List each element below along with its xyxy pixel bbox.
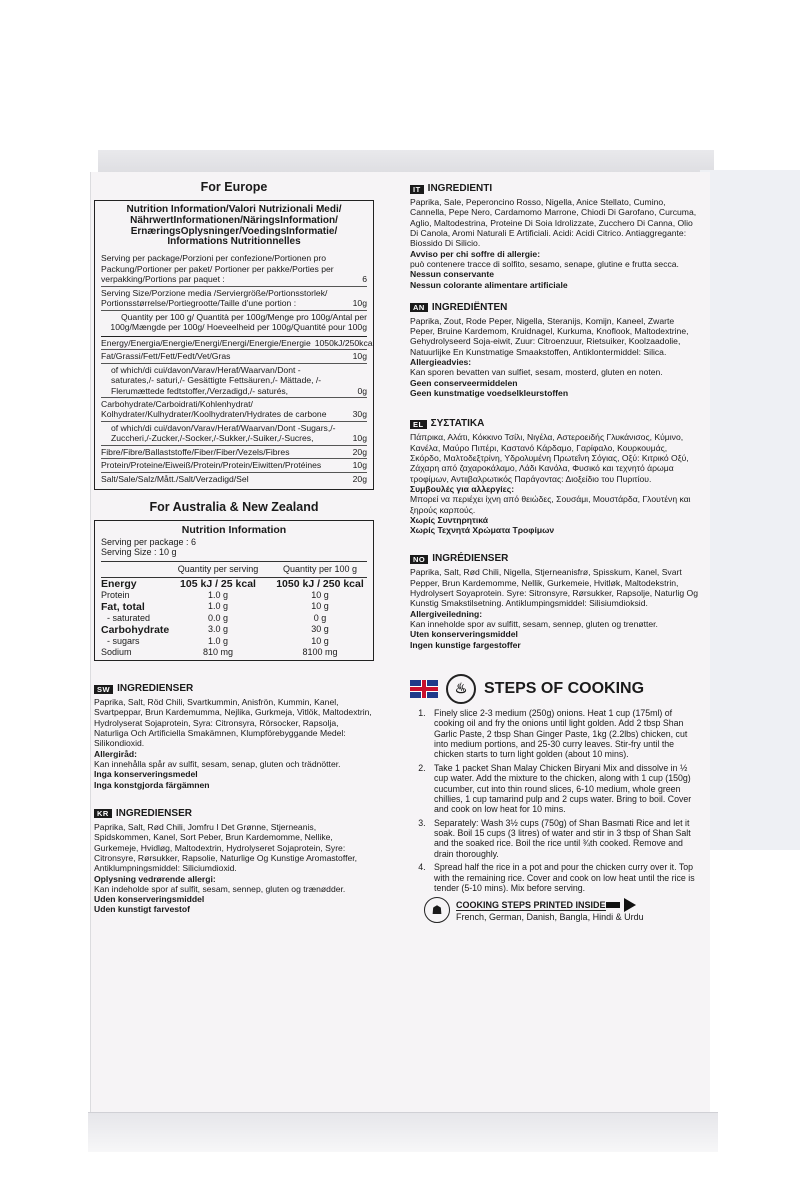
greek-ingredients: EL ΣΥΣΤΑΤΙΚΑ Πάπρικα, Αλάτι, Κόκκινο Τσίλι, Νιγέλα, Αστεροειδής Γλυκάνισος, Κύμινο, Κανέλα, Μαύρο Πιπέρι, Καστανό Κάρδαμο, Γαρίφαλο, Κουρκουμάς, Σκόρδο, Μαλτοδεξτρίνη, Υδρολυμένη Πρωτεΐνη Σόγιας, Οξύ: Κιτρικό Οξύ, Ζάχαρη από ζαχαροκάλαμο, Λάδι Κανόλα, Φυσικό και τεχνητό άρωμα τροφίμων, Αντιιβαλρωτικός Παράγοντας: Διοξείδιο του Πυριτίου. Συμβουλές για αλλεργίες: Μπορεί να περιέχει ίχνη από θειώδες, Σουσάμι, Μουστάρδα, Γλουτένη και ξηρούς καρπούς. Χωρίς Συντηρητικά Χωρίς Τεχνητά Χρώματα Τροφίμων: [410, 418, 691, 536]
au-table-title: Nutrition Information: [181, 524, 287, 537]
norwegian-ingredients: NO INGRÉDIENSER Paprika, Salt, Rød Chili, Nigella, Stjerneanisfrø, Spisskum, Kanel, Svart Pepper, Brun Kardemomme, Nellik, Gurkemeie, Hvitløk, Maltodekstrin, Hydrolysert Soyaprotein. Syre: Sitronsyre, Rørsukker, Rapsolje, Naturlig Og Kunstig Smakstilsetning. Antiklumpingsmiddel: Silisiumdioksid. Allergiveiledning: Kan inneholde spor av sulfitt, sesam, sennep, gluten og trenøtter. Uten konserveringsmiddel Ingen kunstige fargestoffer: [410, 553, 698, 650]
europe-heading: For Europe: [200, 180, 268, 194]
au-serving-package: Serving per package : 6: [101, 536, 197, 547]
danish-ingredients: KR INGREDIENSER Paprika, Salt, Rød Chili, Jomfru I Det Grønne, Stjerneanis, Spidskommen, Kanel, Sort Peber, Brun Kardemomme, Nellike, Gurkemeje, Hvidløg, Maltodextrin, Hydrolyseret Sojaprotein, Syre: Citronsyre, Rørsukker, Rapsolie, Naturlige Og Kunstige Aromastoffer, Antiklumpningsmiddel: Siliciumdioxid. Oplysning vedrørende allergi: Kan indeholde spor af sulfit, sesam, sennep, gluten og trænødder. Uden konserveringsmiddel Uden kunstigt farvestof: [94, 807, 358, 915]
eu-quantity-header: Quantity per 100 g/ Quantità per 100g/Menge pro 100g/Antal per 100g/Mængde per 100g/ Hoeveelheid per 100g/Quantité pour 100g: [110, 311, 367, 333]
au-row-saturated: - saturated 0.0 g 0 g: [107, 612, 327, 623]
eu-saturates-row: of which/di cui/davon/Varav/Heraf/Waarvan/Dont -saturates,/- saturi,/- Gesättigte Fettsäuren,/- Mättade, /-Flerumættede fedtstoffer,/Verzadigd,/- saturés, 0g: [101, 364, 367, 398]
box-right-edge: [700, 170, 800, 850]
eu-serving-package-row: Serving per package/Porzioni per confezione/Portionen pro Packung/Portioner per paket/ Portioner per pakke/Porties per verpakking/Portions par paquet : 6: [101, 252, 367, 286]
right-column: [410, 183, 700, 923]
eu-fat-row: Fat/Grassi/Fett/Fett/Fedt/Vet/Gras 10g: [101, 350, 367, 363]
europe-nutrition-table: [94, 200, 374, 490]
eu-carbohydrate-row: Carbohydrate/Carboidrati/Kohlenhydrat/ Kolhydrater/Kulhydrater/Koolhydraten/Hydrates de carbone 30g: [101, 398, 367, 422]
au-row-sugars: - sugars 1.0 g 10 g: [107, 635, 329, 646]
cooking-step: 4. Spread half the rice in a pot and pour the chicken curry over it. Top with the remaining rice. Cover and cook on low heat until the rice is tender (5-10 mins). Mix before serving.: [428, 862, 700, 893]
eu-salt-row: Salt/Sale/Salz/Mått./Salt/Verzadigd/Sel 20g: [101, 473, 367, 484]
uk-flag-icon: [410, 680, 438, 698]
cooking-pot-icon: ♨: [446, 674, 476, 704]
cooking-title: STEPS OF COOKING: [484, 679, 645, 697]
dutch-ingredients: AN INGREDIËNTEN Paprika, Zout, Rode Peper, Nigella, Steranijs, Komijn, Kaneel, Zwarte Peper, Bruine Kardemom, Kruidnagel, Kurkuma, Knoflook, Maltodextrine, Gehydrolyseerd Soja-eiwit, Zuur: Citroenzuur, Rietsuiker, Koolzaadolie, Natuurlijke En Kunstmatige Smaakstoffen, Antiklontermiddel: Silica. Allergieadvies: Kan sporen bevatten van sulfiet, sesam, mosterd, gluten en noten. Geen conserveermiddelen Geen kunstmatige voedselkleurstoffen: [410, 301, 689, 398]
left-column: [94, 180, 374, 915]
chef-hat-icon: ☗: [424, 897, 450, 923]
au-row-carbohydrate: Carbohydrate 3.0 g 30 g: [101, 623, 329, 636]
arrow-right-icon: [606, 902, 620, 908]
au-heading: For Australia & New Zealand: [149, 500, 319, 515]
eu-serving-size-row: Serving Size/Porzione media /Serviergröße/Portionsstorlek/ Portionsstørrelse/Portiegrootte/Taille d'une portion : 10g: [101, 287, 367, 311]
au-row-fat: Fat, total 1.0 g 10 g: [101, 600, 329, 613]
cooking-step: 2. Take 1 packet Shan Malay Chicken Biryani Mix and dissolve in ½ cup water. Add the mixture to the chicken, along with 1 cup (150g) cucumber, cut into thin round slices, 6-10 medium, whole green chillies, 1 cup tamarind pulp and 2 cups water. Bring to boil. Cover and cook on low heat for 10 mins.: [428, 763, 700, 815]
au-row-protein: Protein 1.0 g 10 g: [101, 589, 329, 600]
cooking-header: [410, 674, 700, 704]
eu-fibre-row: Fibre/Fibre/Ballaststoffe/Fiber/Fiber/Vezels/Fibres 20g: [101, 446, 367, 459]
italian-ingredients: IT INGREDIENTI Paprika, Sale, Peperoncino Rosso, Nigella, Anice Stellato, Cumino, Cannella, Pepe Nero, Cardamomo Marrone, Chiodi Di Garofano, Curcuma, Aglio, Maltodestrina, Proteine Di Soia Idrolizzate, Zucchero Di Canna, Olio Di Canola, Aromi Naturali E Artificiali. Acidi: Acidi Citrico. Antiaggregante: Biossido Di Silicio. Avviso per chi soffre di allergie: può contenere tracce di solfito, sesamo, senape, glutine e frutta secca. Nessun conservante Nessun colorante alimentare artificiale: [410, 183, 697, 290]
cooking-step: 1. Finely slice 2-3 medium (250g) onions. Heat 1 cup (175ml) of cooking oil and fry the onions until light golden. Add 2 tbsp Shan Garlic Paste, 2 tbsp Shan Ginger Paste, 1kg (2.2lbs) chicken, cut into medium portions, and 25-30 curry leaves. Stir-fry until the chicken starts to turn light golden (about 10 mins).: [428, 708, 700, 760]
au-row-sodium: Sodium 810 mg 8100 mg: [101, 646, 338, 657]
eu-sugars-row: of which/di cui/davon/Varav/Heraf/Waarvan/Dont -Sugars,/-Zuccheri,/-Zucker,/-Socker,/-Sukker,/-Suiker,/-Sucres, 10g: [101, 422, 367, 446]
europe-table-title: Nutrition Information/Valori Nutrizionali Medi/ NährwertInformationen/NäringsInformation/ ErnæringsOplysninger/VoedingsInformatie/ Informations Nutritionnelles: [126, 204, 342, 248]
cooking-steps-list: [410, 708, 700, 893]
eu-protein-row: Protein/Proteine/Eiweiß/Protein/Protein/Eiwitten/Protéines 10g: [101, 459, 367, 472]
steps-inside-notice: ☗ COOKING STEPS PRINTED INSIDE French, German, Danish, Bangla, Hindi & Urdu: [424, 897, 700, 923]
au-serving-size: Serving Size : 10 g: [101, 547, 177, 558]
swedish-ingredients: SW INGREDIENSER Paprika, Salt, Röd Chili, Svartkummin, Anisfrön, Kummin, Kanel, Svartpeppar, Brun Kardemumma, Nejlika, Gurkmeja, Vitlök, Maltodextrin, Hydrolyserat Sojaprotein, Syra: Citronsyra, Rörsocker, Rapsolja, Naturliga Och Artificiella Smakämnen, Klumpförebyggande Medel: Silikondioxid. Allergiråd: Kan innehålla spår av sulfit, sesam, senap, gluten och trädnötter. Inga konserveringsmedel Inga konstgjorda färgämnen: [94, 683, 372, 790]
au-column-headers: Quantity per serving Quantity per 100 g: [101, 561, 367, 578]
box-bottom-edge: [88, 1112, 718, 1152]
eu-energy-row: Energy/Energia/Energie/Energi/Energi/Energie/Energie 1050kJ/250kcal: [101, 337, 367, 350]
au-row-energy: Energy 105 kJ / 25 kcal 1050 kJ / 250 kcal: [101, 577, 364, 590]
au-nutrition-table: [94, 520, 374, 661]
cooking-step: 3. Separately: Wash 3½ cups (750g) of Shan Basmati Rice and let it soak. Boil 15 cups (3 litres) of water and stir in 3 tbsp of Shan Salt and the soaked rice. Boil the rice until ¾th cooked. Remove and drain thoroughly.: [428, 818, 700, 860]
